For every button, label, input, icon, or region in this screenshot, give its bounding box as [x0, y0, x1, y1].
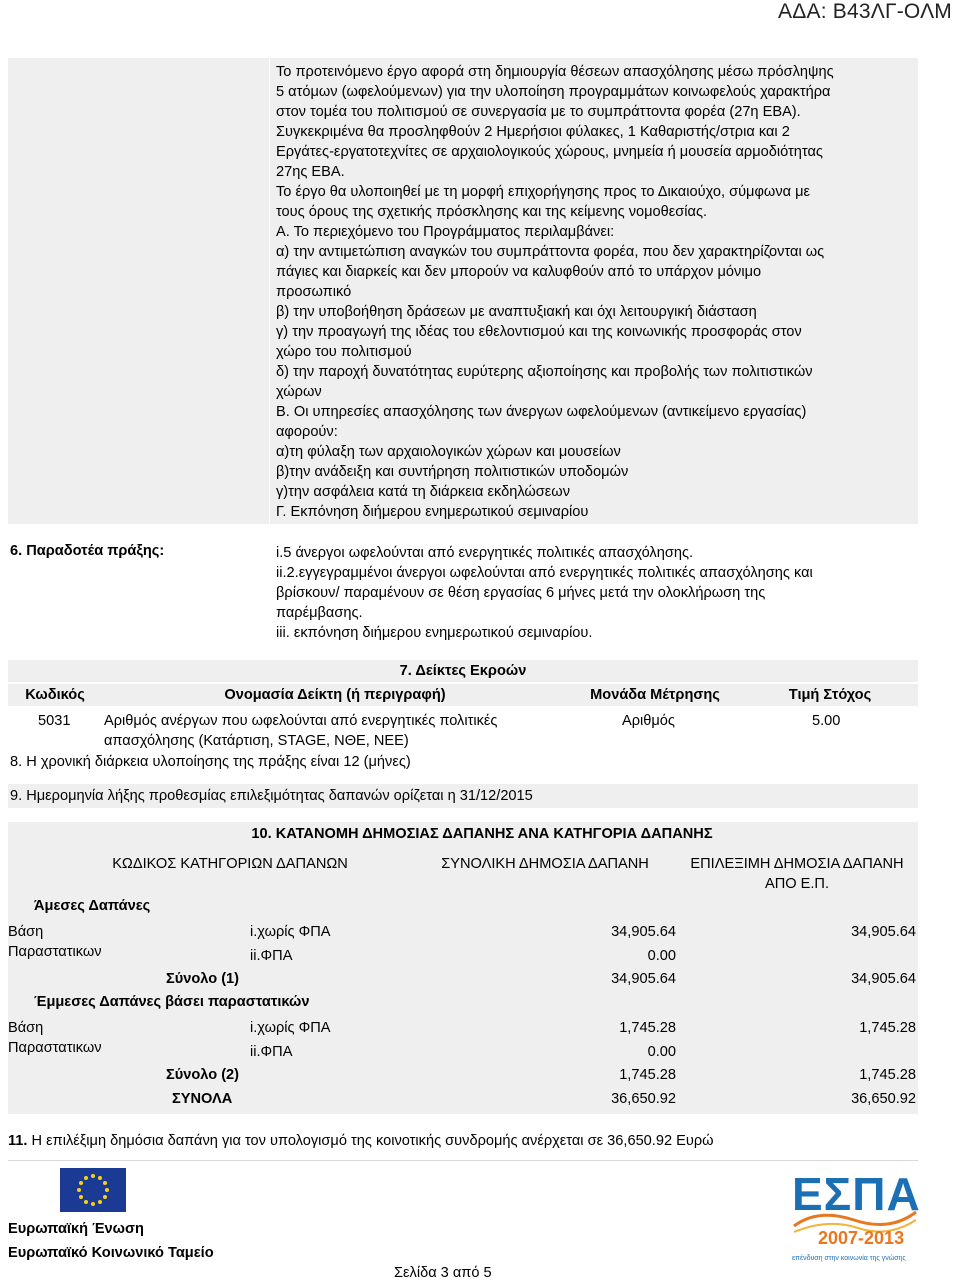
direct-sum-eligible: 34,905.64: [851, 971, 916, 987]
description-line: γ) την προαγωγή της ιδέας του εθελοντισμού και της κοινωνικής προσφοράς στον: [276, 324, 802, 340]
grand-total-eligible: 36,650.92: [851, 1091, 916, 1107]
description-line: Συγκεκριμένα θα προσληφθούν 2 Ημερήσιοι φύλακες, 1 Καθαριστής/στρια και 2: [276, 124, 790, 140]
description-line: 27ης ΕΒΑ.: [276, 164, 345, 180]
espa-logo: [788, 1168, 920, 1270]
description-line: Α. Το περιεχόμενο του Προγράμματος περιλαμβάνει:: [276, 224, 615, 240]
col-header-code: Κωδικός: [25, 687, 85, 703]
direct-row2-label: ii.ΦΠΑ: [250, 948, 293, 964]
indicator-name-line1: Αριθμός ανέργων που ωφελούνται από ενεργητικές πολιτικές: [104, 713, 498, 729]
description-line: Γ. Εκπόνηση διήμερου ενημερωτικού σεμιναρίου: [276, 504, 589, 520]
description-line: Το προτεινόμενο έργο αφορά στη δημιουργία θέσεων απασχόλησης μέσω πρόσληψης: [276, 64, 834, 80]
espa-years: 2007-2013: [818, 1228, 905, 1248]
description-line: β)την ανάδειξη και συντήρηση πολιτιστικών υποδομών: [276, 464, 629, 480]
direct-sum-label: Σύνολο (1): [166, 971, 240, 987]
section11-text: Η επιλέξιμη δημόσια δαπάνη για τον υπολογισμό της κοινοτικής συνδρομής ανέρχεται σε 36,650.92 Ευρώ: [27, 1133, 714, 1149]
section11-eligible-expense: [8, 1131, 714, 1151]
section11-number: 11.: [8, 1133, 28, 1149]
footer-separator: [8, 1160, 918, 1161]
section9-deadline: 9. Ημερομηνία λήξης προθεσμίας επιλεξιμότητας δαπανών ορίζεται η 31/12/2015: [10, 788, 533, 804]
direct-costs-heading: Άμεσες Δαπάνες: [34, 898, 151, 914]
eu-label: Ευρωπαϊκή Ένωση: [8, 1221, 144, 1237]
indirect-row2-total: 0.00: [647, 1044, 676, 1060]
col-header-unit: Μονάδα Μέτρησης: [590, 687, 720, 703]
description-line: αφορούν:: [276, 424, 338, 440]
direct-row1-total: 34,905.64: [611, 924, 676, 940]
indirect-base-label-2: Παραστατικων: [8, 1040, 102, 1056]
indicator-name-line2: απασχόλησης (Κατάρτιση, STAGE, ΝΘΕ, ΝΕΕ): [104, 733, 409, 749]
description-line: 5 ατόμων (ωφελούμενων) για την υλοποίηση προγραμμάτων κοινωφελούς χαρακτήρα: [276, 84, 831, 100]
direct-row2-total: 0.00: [647, 948, 676, 964]
description-line: α) την αντιμετώπιση αναγκών του συμπράττοντα φορέα, που δεν χαρακτηρίζονται ως: [276, 244, 825, 260]
description-line: Β. Οι υπηρεσίες απασχόλησης των άνεργων ωφελούμενων (αντικείμενο εργασίας): [276, 404, 807, 420]
description-line: Το έργο θα υλοποιηθεί με τη μορφή επιχορήγησης προς το Δικαιούχο, σύμφωνα με: [276, 184, 811, 200]
direct-row1-label: i.χωρίς ΦΠΑ: [250, 924, 331, 940]
direct-base-label-1: Βάση: [8, 924, 44, 940]
direct-row1-eligible: 34,905.64: [851, 924, 916, 940]
direct-base-label-2: Παραστατικων: [8, 944, 102, 960]
indirect-row1-label: i.χωρίς ΦΠΑ: [250, 1020, 331, 1036]
indirect-row2-label: ii.ΦΠΑ: [250, 1044, 293, 1060]
description-line: στον τομέα του πολιτισμού σε συνεργασία με το συμπράττοντα φορέα (27η ΕΒΑ).: [276, 104, 801, 120]
indirect-sum-label: Σύνολο (2): [166, 1067, 240, 1083]
direct-sum-total: 34,905.64: [611, 971, 676, 987]
description-line: προσωπικό: [276, 284, 352, 300]
description-line: Εργάτες-εργατοτεχνίτες σε αρχαιολογικούς χώρους, μνημεία ή μουσεία αρμοδιότητας: [276, 144, 823, 160]
espa-caption: επένδυση στην κοινωνία της γνώσης: [792, 1255, 906, 1262]
budget-col-categories: ΚΩΔΙΚΟΣ ΚΑΤΗΓΟΡΙΩΝ ΔΑΠΑΝΩΝ: [112, 856, 348, 872]
esf-label: Ευρωπαϊκό Κοινωνικό Ταμείο: [8, 1245, 214, 1261]
budget-col-eligible-1: ΕΠΙΛΕΞΙΜΗ ΔΗΜΟΣΙΑ ΔΑΠΑΝΗ: [690, 856, 904, 872]
section8-duration: 8. Η χρονική διάρκεια υλοποίησης της πράξης είναι 12 (μήνες): [10, 754, 411, 770]
page-number: Σελίδα 3 από 5: [394, 1265, 492, 1281]
grand-total-total: 36,650.92: [611, 1091, 676, 1107]
col-header-name: Ονομασία Δείκτη (ή περιγραφή): [224, 687, 446, 703]
deliverable-line: ii.2.εγγεγραμμένοι άνεργοι ωφελούνται από ενεργητικές πολιτικές απασχόλησης και: [276, 565, 813, 581]
indirect-base-label-1: Βάση: [8, 1020, 44, 1036]
indirect-row1-eligible: 1,745.28: [859, 1020, 916, 1036]
indirect-sum-total: 1,745.28: [619, 1067, 676, 1083]
deliverable-line: iii. εκπόνηση διήμερου ενημερωτικού σεμιναρίου.: [276, 625, 593, 641]
deliverable-line: παρέμβασης.: [276, 605, 363, 621]
col-header-target: Τιμή Στόχος: [788, 687, 872, 703]
espa-logo-text: ΕΣΠΑ: [792, 1168, 921, 1220]
indirect-row1-total: 1,745.28: [619, 1020, 676, 1036]
eu-stars-icon: [60, 1168, 126, 1212]
grand-total-label: ΣΥΝΟΛΑ: [172, 1091, 233, 1107]
description-line: δ) την παροχή δυνατότητας ευρύτερης αξιοποίησης και προβολής των πολιτιστικών: [276, 364, 813, 380]
description-line: β) την υποβοήθηση δράσεων με αναπτυξιακή και όχι λειτουργική διάσταση: [276, 304, 757, 320]
indicator-code: 5031: [38, 713, 71, 729]
description-line: χώρων: [276, 384, 322, 400]
section6-label: 6. Παραδοτέα πράξης:: [10, 543, 165, 559]
ada-code: ΑΔΑ: Β43ΛΓ-ΟΛΜ: [778, 0, 952, 23]
deliverable-line: βρίσκουν/ παραμένουν σε θέση εργασίας 6 μήνες μετά την ολοκλήρωση της: [276, 585, 766, 601]
budget-col-total: ΣΥΝΟΛΙΚΗ ΔΗΜΟΣΙΑ ΔΑΠΑΝΗ: [441, 856, 649, 872]
description-line: α)τη φύλαξη των αρχαιολογικών χώρων και μουσείων: [276, 444, 621, 460]
description-line: τους όρους της σχετικής πρόσκλησης και της κείμενης νομοθεσίας.: [276, 204, 708, 220]
deliverable-line: i.5 άνεργοι ωφελούνται από ενεργητικές πολιτικές απασχόλησης.: [276, 545, 694, 561]
indirect-costs-heading: Έμμεσες Δαπάνες βάσει παραστατικών: [34, 994, 310, 1010]
description-line: πάγιες και διαρκείς και δεν μπορούν να καλυφθούν από το υπάρχον μόνιμο: [276, 264, 762, 280]
eu-flag-icon: [60, 1168, 126, 1212]
description-left-cell: [8, 58, 270, 524]
indicator-unit: Αριθμός: [622, 713, 675, 729]
budget-title: 10. ΚΑΤΑΝΟΜΗ ΔΗΜΟΣΙΑΣ ΔΑΠΑΝΗΣ ΑΝΑ ΚΑΤΗΓΟΡΙΑ ΔΑΠΑΝΗΣ: [251, 826, 713, 842]
indirect-sum-eligible: 1,745.28: [859, 1067, 916, 1083]
budget-col-eligible-2: ΑΠΟ Ε.Π.: [764, 876, 830, 892]
indicator-target: 5.00: [812, 713, 841, 729]
indicators-title: 7. Δείκτες Εκροών: [399, 663, 527, 679]
description-line: γ)την ασφάλεια κατά τη διάρκεια εκδηλώσεων: [276, 484, 570, 500]
description-line: χώρο του πολιτισμού: [276, 344, 412, 360]
